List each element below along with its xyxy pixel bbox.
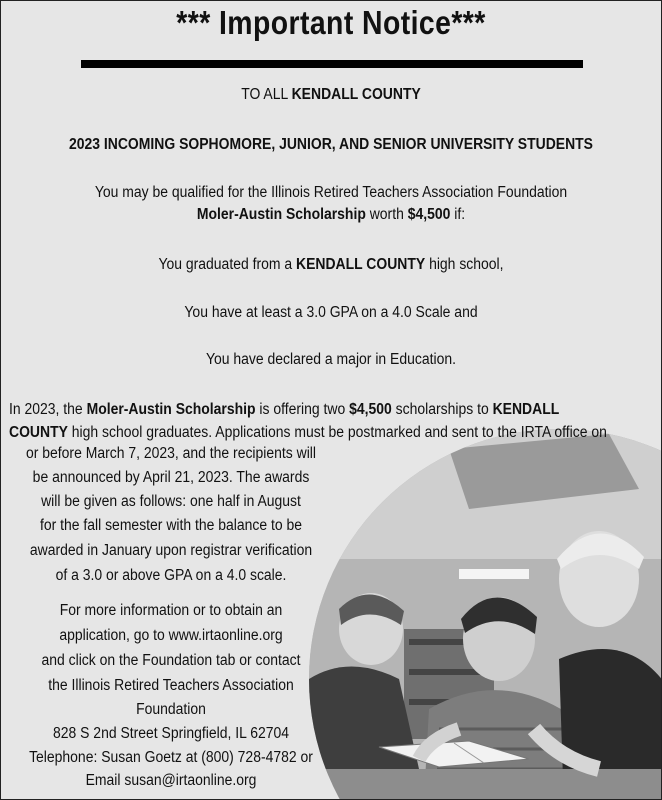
details-line-2 — [9, 422, 607, 443]
criterion-1-suffix: high school, — [425, 256, 504, 273]
qualified-line: You may be qualified for the Illinois Retired Teachers Association Foundation — [94, 184, 568, 201]
students-photo-illustration — [309, 429, 662, 800]
details-l1-c: is offering two — [255, 401, 350, 418]
to-all-prefix: TO ALL — [241, 86, 292, 103]
contact-line-4: the Illinois Retired Teachers Association — [48, 677, 294, 694]
details-line-7: awarded in January upon registrar verification — [29, 542, 313, 559]
scholarship-amount: $4,500 — [407, 206, 451, 223]
contact-line-3: and click on the Foundation tab or contact — [41, 652, 301, 669]
students-line: 2023 INCOMING SOPHOMORE, JUNIOR, AND SENIOR UNIVERSITY STUDENTS — [69, 136, 593, 153]
scholarship-line — [34, 206, 628, 224]
details-line-3: or before March 7, 2023, and the recipients will — [25, 445, 316, 462]
details-l1-amount: $4,500 — [349, 401, 392, 418]
details-line-5: will be given as follows: one half in August — [41, 493, 301, 510]
scholarship-name: Moler-Austin Scholarship — [196, 206, 366, 223]
contact-email: Email susan@irtaonline.org — [85, 772, 257, 789]
to-all-line — [34, 86, 628, 104]
details-line-6: for the fall semester with the balance to be — [39, 517, 303, 534]
details-line-1 — [9, 399, 594, 420]
to-all-county: KENDALL COUNTY — [291, 86, 421, 103]
if-text: if: — [450, 206, 466, 223]
worth-text: worth — [365, 206, 408, 223]
students-photo — [309, 429, 662, 800]
criterion-1 — [34, 256, 628, 274]
details-l2-b: high school graduates. Applications must be postmarked and sent to the IRTA office on — [67, 424, 607, 441]
contact-line-1: For more information or to obtain an — [59, 602, 283, 619]
contact-telephone: Telephone: Susan Goetz at (800) 728-4782 or — [29, 749, 313, 766]
details-line-4: be announced by April 21, 2023. The awards — [32, 469, 310, 486]
details-l1-scholarship: Moler-Austin Scholarship — [86, 401, 256, 418]
criterion-1-county: KENDALL COUNTY — [296, 256, 426, 273]
contact-line-2: application, go to www.irtaonline.org — [59, 627, 283, 644]
criterion-3: You have declared a major in Education. — [205, 351, 456, 368]
contact-address: 828 S 2nd Street Springfield, IL 62704 — [52, 725, 290, 742]
details-l2-county: COUNTY — [9, 424, 68, 441]
title-divider — [81, 60, 583, 68]
details-l1-county: KENDALL — [492, 401, 560, 418]
criterion-1-prefix: You graduated from a — [158, 256, 297, 273]
criterion-2: You have at least a 3.0 GPA on a 4.0 Scale and — [184, 304, 478, 321]
notice-title: *** Important Notice*** — [176, 4, 486, 41]
contact-line-5: Foundation — [136, 701, 206, 718]
details-l1-a: In 2023, the — [9, 401, 87, 418]
details-l1-e: scholarships to — [391, 401, 493, 418]
details-line-8: of a 3.0 or above GPA on a 4.0 scale. — [55, 567, 287, 584]
